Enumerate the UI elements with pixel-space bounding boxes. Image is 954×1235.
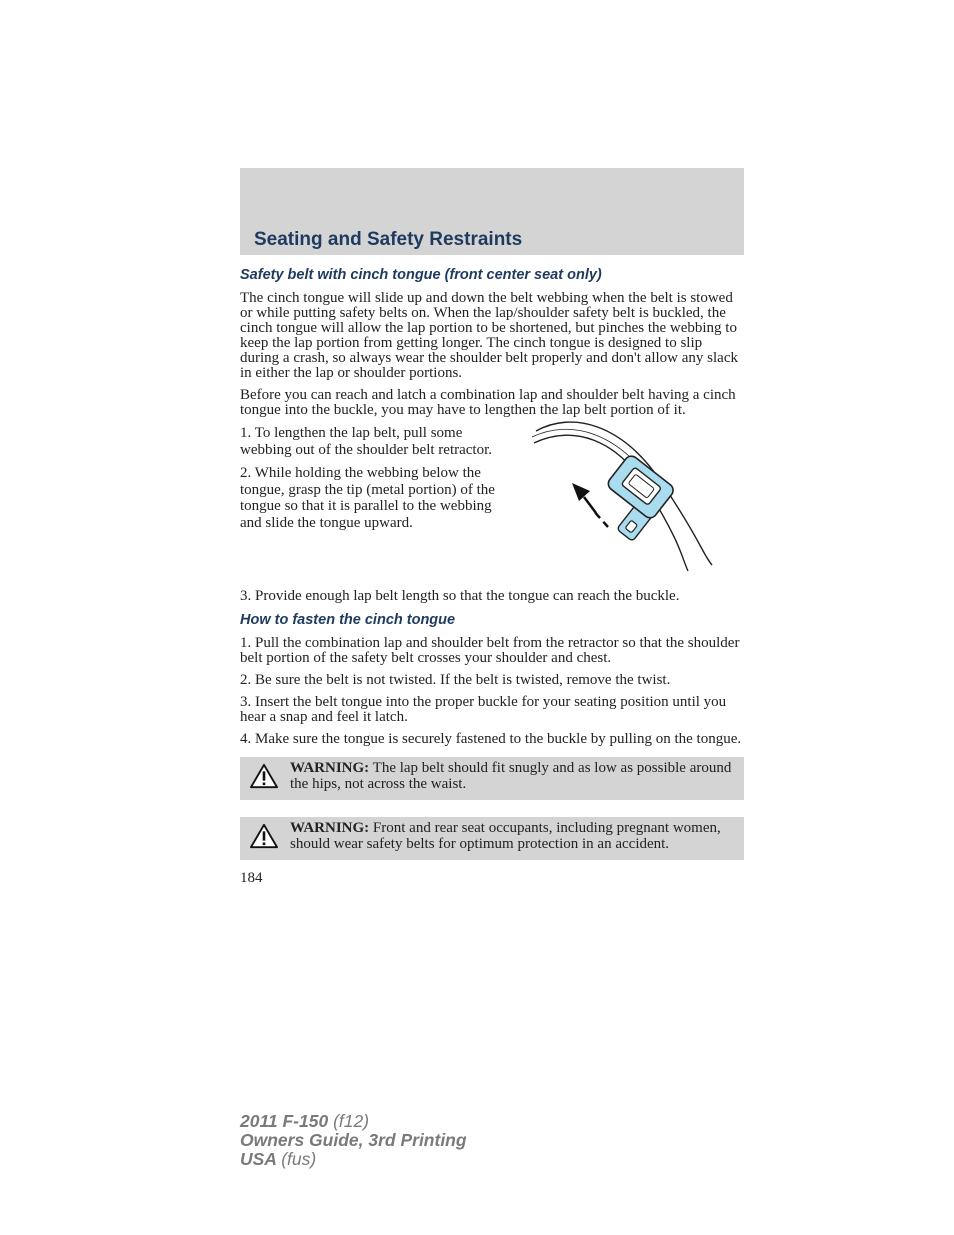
warning-box-occupants — [240, 817, 744, 860]
warning-triangle-icon — [248, 823, 280, 849]
warning-triangle-icon — [248, 763, 280, 789]
warning-text: Front and rear seat occupants, including pregnant women, should wear safety belts for optimum protection in an accident. — [290, 820, 721, 852]
fasten-step-2: 2. Be sure the belt is not twisted. If the belt is twisted, remove the twist. — [240, 672, 671, 688]
document-footer — [240, 1112, 467, 1169]
warning-label: WARNING: — [290, 760, 370, 776]
lengthen-step-1: 1. To lengthen the lap belt, pull some webbing out of the shoulder belt retractor. — [240, 425, 493, 458]
cinch-tongue-illustration — [532, 413, 722, 573]
footer-model-code: (f12) — [333, 1111, 370, 1131]
lengthen-note: Before you can reach and latch a combination lap and shoulder belt having a cinch tongue into the buckle, you may have to lengthen the lap belt portion of it. — [240, 387, 736, 418]
fasten-step-1: 1. Pull the combination lap and shoulder belt from the retractor so that the shoulder belt portion of the safety belt crosses your shoulder and chest. — [240, 635, 740, 666]
fasten-step-3: 3. Insert the belt tongue into the proper buckle for your seating position until you hear a snap and feel it latch. — [240, 694, 727, 725]
fasten-step-4: 4. Make sure the tongue is securely fastened to the buckle by pulling on the tongue. — [240, 731, 742, 747]
steps-with-illustration — [240, 425, 744, 585]
footer-model: 2011 F-150 — [240, 1111, 329, 1131]
warning-box-lap-belt — [240, 757, 744, 800]
warning-label: WARNING: — [290, 820, 370, 836]
cinch-tongue-intro: The cinch tongue will slide up and down the belt webbing when the belt is stowed or while putting safety belts on. When the lap/shoulder safety belt is buckled, the cinch tongue will allow the lap portion to be shortened, but pinches the webbing to keep the lap portion from getting longer. The cinch tongue is designed to slip during a crash, so always wear the shoulder belt properly and don't allow any slack in either the lap or shoulder portions. — [240, 290, 738, 381]
lengthen-step-3: 3. Provide enough lap belt length so that the tongue can reach the buckle. — [240, 588, 680, 604]
fasten-heading: How to fasten the cinch tongue — [240, 612, 456, 628]
cinch-tongue-heading: Safety belt with cinch tongue (front center seat only) — [240, 267, 602, 283]
footer-region-code: (fus) — [281, 1149, 317, 1169]
page-content — [240, 266, 744, 887]
section-title: Seating and Safety Restraints — [254, 229, 523, 250]
warning-text: The lap belt should fit snugly and as low as possible around the hips, not across the waist. — [290, 760, 732, 792]
footer-region: USA — [240, 1149, 277, 1169]
lengthen-step-2: 2. While holding the webbing below the tongue, grasp the tip (metal portion) of the tongue so that it is parallel to the webbing and slide the tongue upward. — [240, 465, 495, 531]
page-number: 184 — [240, 870, 263, 886]
section-header-band — [240, 168, 744, 255]
footer-guide: Owners Guide, 3rd Printing — [240, 1130, 467, 1150]
